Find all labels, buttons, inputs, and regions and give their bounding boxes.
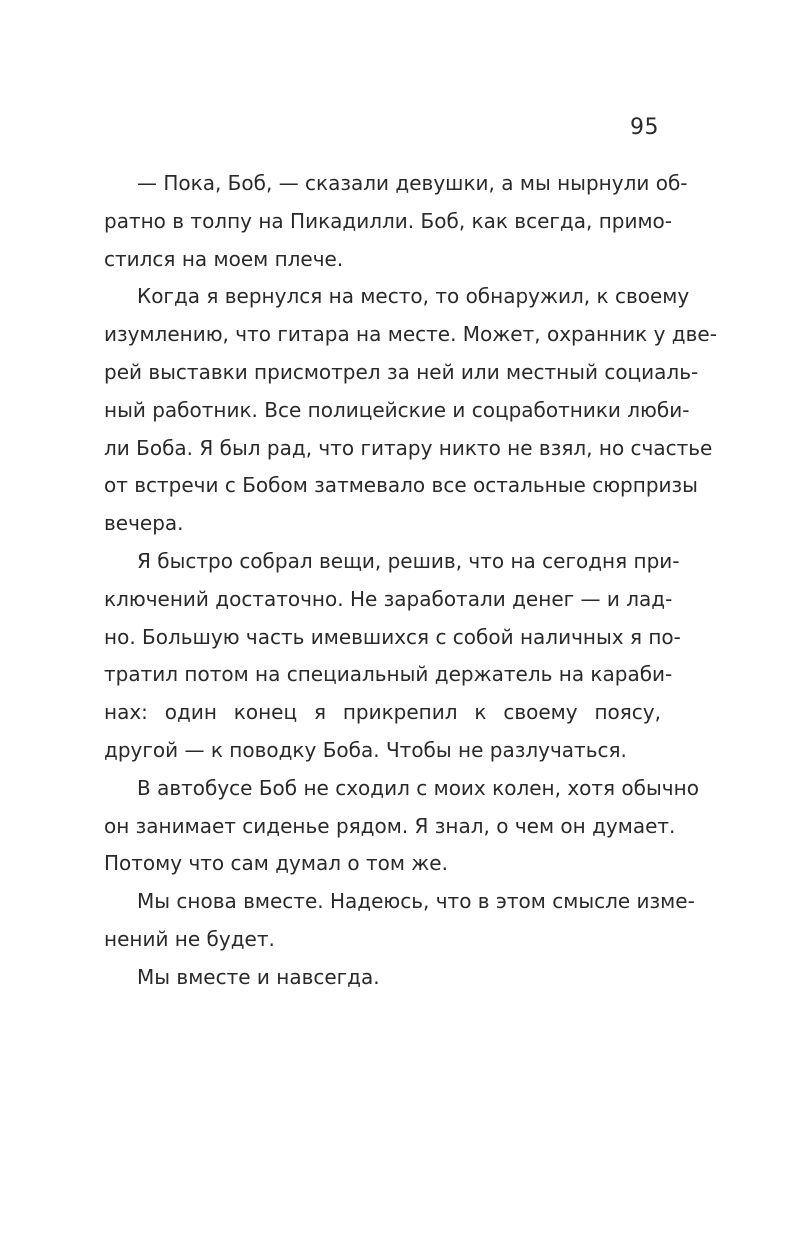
text-line: но. Большую часть имевшихся с собой наличных я по- <box>104 624 681 649</box>
text-line: Я быстро собрал вещи, решив, что на сегодня при- <box>137 548 680 573</box>
text-line: ли Боба. Я был рад, что гитару никто не взял, но счастье <box>104 435 713 460</box>
paragraph <box>104 883 695 959</box>
text-line: Когда я вернулся на место, то обнаружил, к своему <box>137 284 690 309</box>
paragraph <box>104 278 717 543</box>
text-line: вечера. <box>104 511 184 536</box>
text-line: ный работник. Все полицейские и соцработники люби- <box>104 397 690 422</box>
text-line: стился на моем плече. <box>104 246 344 271</box>
text-line: ключений достаточно. Не заработали денег — и лад- <box>104 586 673 611</box>
body-text <box>104 165 717 997</box>
text-line: — Пока, Боб, — сказали девушки, а мы нырнули об- <box>137 171 688 195</box>
paragraph <box>104 959 661 997</box>
text-line: другой — к поводку Боба. Чтобы не разлучаться. <box>104 737 627 762</box>
paragraph <box>104 770 699 883</box>
text-line: Мы вместе и навсегда. <box>137 964 380 989</box>
page-number: 95 <box>630 115 659 140</box>
text-line: Потому что сам думал о том же. <box>104 851 448 876</box>
paragraph <box>104 165 688 278</box>
text-line: тратил потом на специальный держатель на караби- <box>104 662 673 687</box>
text-line: В автобусе Боб не сходил с моих колен, хотя обычно <box>137 775 699 800</box>
text-line: изумлению, что гитара на месте. Может, охранник у две- <box>104 322 717 347</box>
text-line: рей выставки присмотрел за ней или местный социаль- <box>104 359 699 384</box>
paragraph <box>104 543 681 770</box>
text-line: ратно в толпу на Пикадилли. Боб, как всегда, примо- <box>104 208 673 233</box>
text-line: нений не будет. <box>104 926 275 951</box>
text-line: от встречи с Бобом затмевало все остальные сюрпризы <box>104 473 698 498</box>
text-line: он занимает сиденье рядом. Я знал, о чем он думает. <box>104 813 676 838</box>
text-line: нах: один конец я прикрепил к своему поясу, <box>104 700 661 725</box>
text-line: Мы снова вместе. Надеюсь, что в этом смысле изме- <box>137 889 695 914</box>
